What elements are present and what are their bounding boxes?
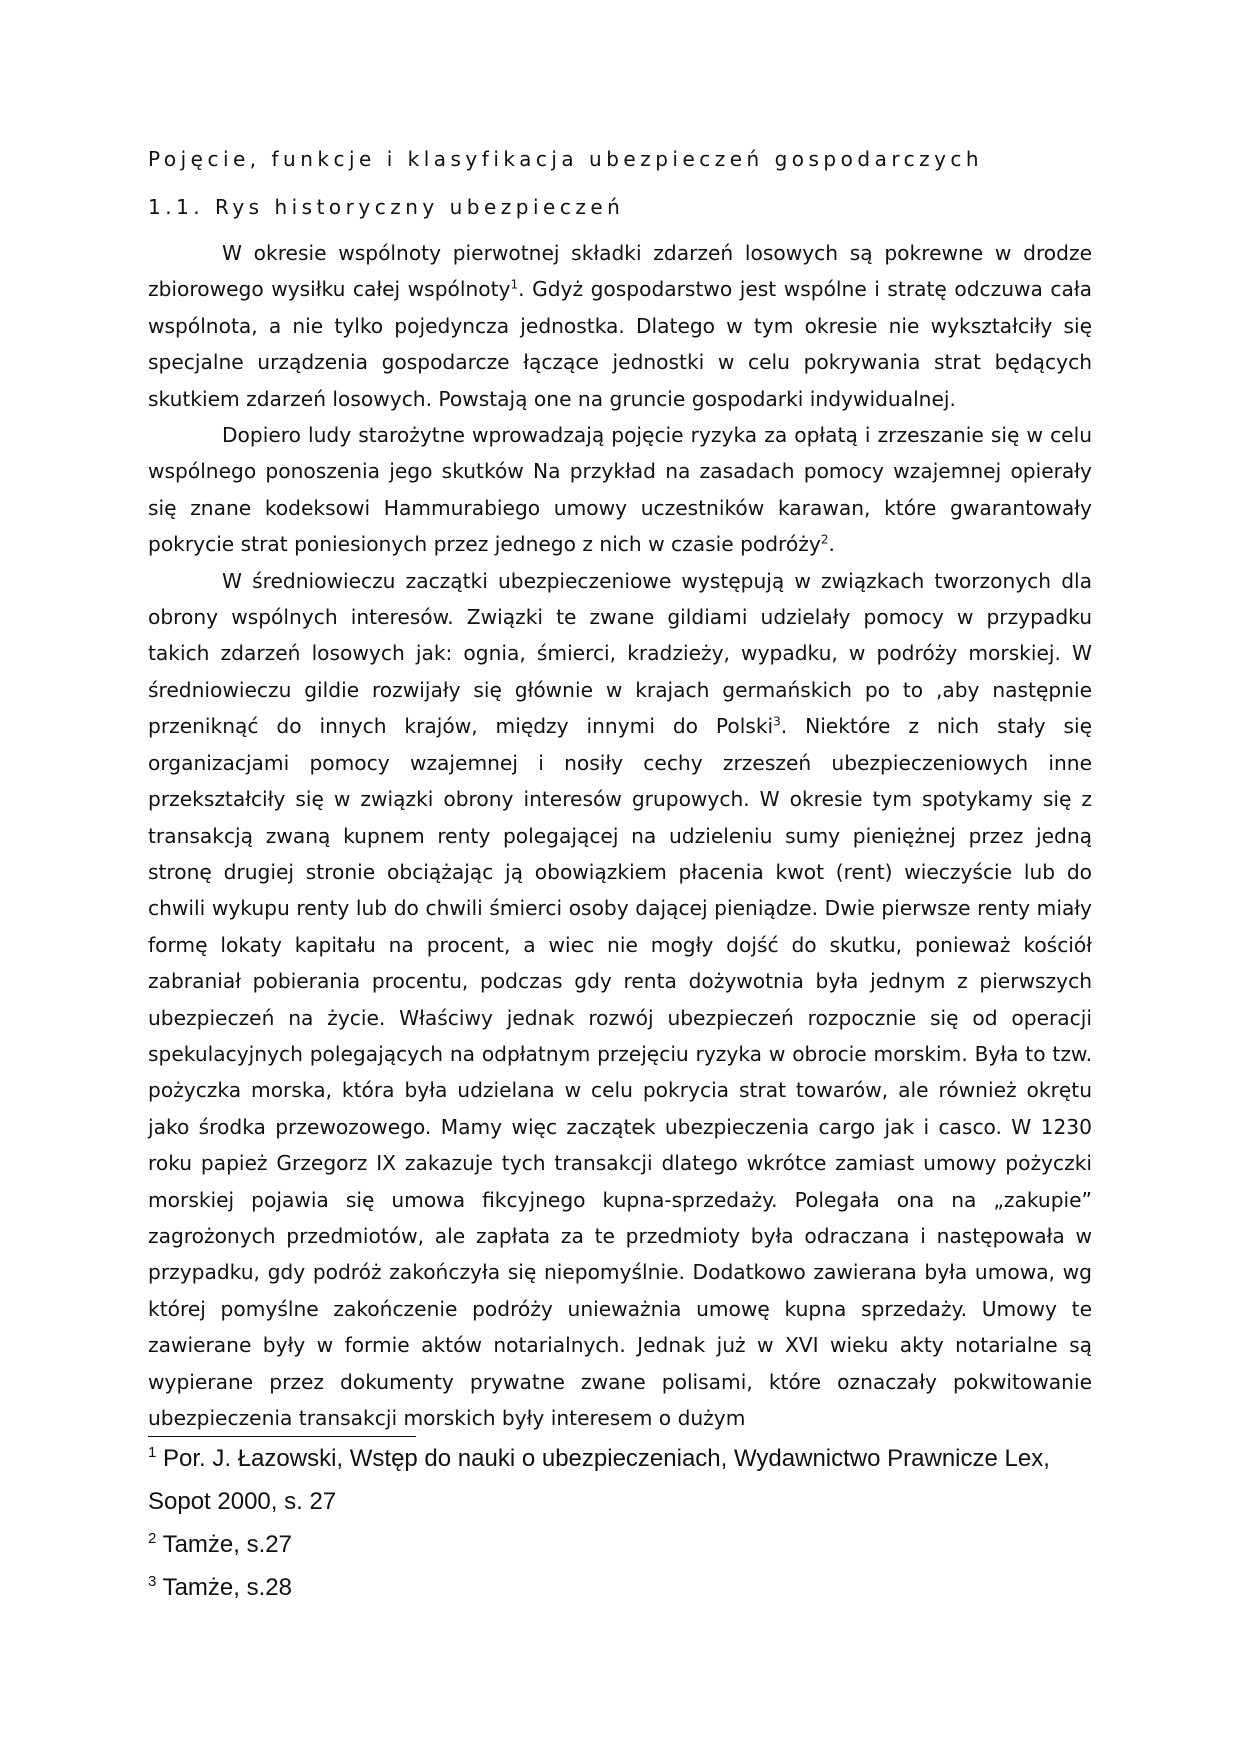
section-heading: 1.1. Rys historyczny ubezpieczeń [148, 195, 625, 219]
document-title: Pojęcie, funkcje i klasyfikacja ubezpieczeń gospodarczych [148, 147, 984, 171]
paragraph-1-text-a: W okresie wspólnoty pierwotnej składki zdarzeń losowych są pokrewne w drodze zbiorowego wysiłku całej wspólnoty [148, 241, 1092, 302]
footnote-1-number: 1 [148, 1444, 157, 1462]
footnote-2 [148, 1523, 1092, 1566]
footnote-1-text: Por. J. Łazowski, Wstęp do nauki o ubezpieczeniach, Wydawnictwo Prawnicze Lex, Sopot 2000, s. 27 [148, 1445, 1050, 1516]
document-page [148, 145, 1092, 1609]
footnote-3-number: 3 [148, 1573, 157, 1591]
paragraph-3-text-a: W średniowieczu zaczątki ubezpieczeniowe występują w związkach tworzonych dla obrony wspólnych interesów. Związki te zwane gildiami udzielały pomocy w przypadku takich zdarzeń losowych jak: ognia, śmierci, kradzieży, wypadku, w podróży morskiej. W średniowieczu gildie rozwijały się głównie w krajach germańskich po to ,aby następnie przeniknąć do innych krajów, między innymi do Polski [148, 568, 1092, 739]
footnotes [148, 1437, 1092, 1609]
footnote-ref-1: 1 [510, 277, 519, 292]
footnote-ref-2: 2 [820, 532, 829, 547]
footnote-2-text: Tamże, s.27 [156, 1531, 292, 1559]
paragraph-3-text-b: . Niektóre z nich stały się organizacjami pomocy wzajemnej i nosiły cechy zrzeszeń ubezpieczeniowych inne przekształciły się w związki obrony interesów grupowych. W okresie tym spotykamy się z transakcją zwaną kupnem renty polegającej na udzieleniu sumy pieniężnej przez jedną stronę drugiej stronie obciążając ją obowiązkiem płacenia kwot (rent) wieczyście lub do chwili wykupu renty lub do chwili śmierci osoby dającej pieniądze. Dwie pierwsze renty miały formę lokaty kapitału na procent, a wiec nie mogły dojść do skutku, ponieważ kościół zabraniał pobierania procentu, podczas gdy renta dożywotnia była jednym z pierwszych ubezpieczeń na życie. Właściwy jednak rozwój ubezpieczeń rozpocznie się od operacji spekulacyjnych polegających na odpłatnym przejęciu ryzyka w obrocie morskim. Była to tzw. pożyczka morska, która była udzielana w celu pokrycia strat towarów, ale również okrętu jako środka przewozowego. Mamy więc zaczątek ubezpieczenia cargo jak i casco. W 1230 roku papież Grzegorz IX zakazuje tych transakcji dlatego wkrótce zamiast umowy pożyczki morskiej pojawia się umowa fikcyjnego kupna-sprzedaży. Polegała ona na „zakupie” zagrożonych przedmiotów, ale zapłata za te przedmioty była odraczana i następowała w przypadku, gdy podróż zakończyła się niepomyślnie. Dodatkowo zawierana była umowa, wg której pomyślne zakończenie podróży unieważnia umowę kupna sprzedaży. Umowy te zawierane były w formie aktów notarialnych. Jednak już w XVI wieku akty notarialne są wypierane przez dokumenty prywatne zwane polisami, które oznaczały pokwitowanie ubezpieczenia transakcji morskich były interesem o dużym [148, 714, 1093, 1430]
body-text [148, 235, 1092, 1436]
paragraph-2-text-b: . [828, 532, 835, 557]
paragraph-2 [148, 417, 1092, 563]
paragraph-3 [148, 563, 1092, 1437]
footnote-3-text: Tamże, s.28 [156, 1574, 292, 1602]
footnote-2-number: 2 [148, 1530, 157, 1548]
paragraph-2-text-a: Dopiero ludy starożytne wprowadzają pojęcie ryzyka za opłatą i zrzeszanie się w celu wspólnego ponoszenia jego skutków Na przykład na zasadach pomocy wzajemnej opierały się znane kodeksowi Hammurabiego umowy uczestników karawan, które gwarantowały pokrycie strat poniesionych przez jednego z nich w czasie podróży [148, 423, 1092, 557]
footnote-ref-3: 3 [773, 714, 781, 729]
paragraph-1 [148, 235, 1092, 417]
footnote-3 [148, 1566, 1092, 1609]
paragraph-1-text-b: . Gdyż gospodarstwo jest wspólne i stratę odczuwa cała wspólnota, a nie tylko pojedyncza jednostka. Dlatego w tym okresie nie wykształciły się specjalne urządzenia gospodarcze łączące jednostki w celu pokrywania strat będących skutkiem zdarzeń losowych. Powstają one na gruncie gospodarki indywidualnej. [148, 277, 1093, 411]
footnote-1 [148, 1437, 1092, 1523]
